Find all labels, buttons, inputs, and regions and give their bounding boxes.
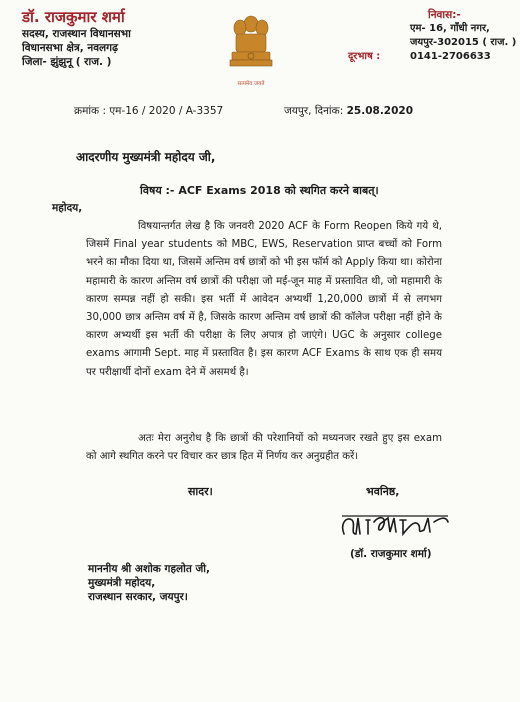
place-date-label: जयपुर, दिनांक:	[284, 105, 344, 117]
signature-icon	[336, 510, 454, 544]
reference-number: क्रमांक : एम-16 / 2020 / A-3357	[74, 105, 224, 117]
lion-capital-icon	[226, 12, 276, 74]
body-paragraph-1: विषयान्तर्गत लेख है कि जनवरी 2020 ACF के Form Reopen किये गये थे, जिसमें Final year students को MBC, EWS, Reservation प्राप्त बच्चों को Form भरने का मौका दिया था, जिसमें अन्तिम वर्ष छात्रों को भी इस फॉर्म को Apply किया था। कोरोना महामारी के कारण अन्तिम वर्ष छात्रों की परीक्षा जो मई-जून माह में प्रस्तावित थी, जो महामारी के कारण सम्पन्न नहीं हो सकी। इस भर्ती में आवेदन अभ्यर्थी 1,20,000 छात्रों में से लगभग 30,000 छात्र अन्तिम वर्ष में है, जिसके कारण अन्तिम वर्ष छात्रों की कॉलेज परीक्षा नहीं होने के कारण अभ्यर्थी इस भर्ती की परीक्षा के लिए अपात्र हो जाएंगे। UGC के अनुसार college exams आगामी Sept. माह में प्रस्तावित है। इस कारण ACF Exams के साथ एक ही समय पर परीक्षार्थी दोनों exam देने में असमर्थ है।	[86, 221, 442, 378]
emblem-motto: सत्यमेव जयते	[237, 81, 265, 87]
state-emblem	[226, 12, 276, 87]
closing-sadar: सादर।	[188, 485, 213, 498]
sender-designation: सदस्य, राजस्थान विधानसभा	[22, 28, 131, 40]
address-line-1: एम- 16, गाँधी नगर,	[410, 23, 490, 34]
recipient-line-3: राजस्थान सरकार, जयपुर।	[88, 591, 188, 603]
recipient-line-2: मुख्यमंत्री महोदय,	[88, 577, 156, 589]
greeting: महोदय,	[52, 202, 83, 214]
phone-row	[348, 50, 498, 64]
phone-label: दूरभाष :	[348, 51, 381, 62]
address-line-2: जयपुर-302015 ( राज. )	[410, 37, 517, 48]
salutation: आदरणीय मुख्यमंत्री महोदय जी,	[76, 150, 216, 164]
subject-line: विषय :- ACF Exams 2018 को स्थगित करने बाबत्।	[140, 184, 379, 197]
letterhead-left	[22, 8, 222, 69]
place-date	[284, 104, 413, 118]
letter-date: 25.08.2020	[346, 105, 414, 117]
residence-label: निवास:-	[428, 9, 461, 21]
sender-district: जिला- झुंझुनू ( राज. )	[22, 56, 112, 68]
closing-bhavnishth: भवनिष्ठ,	[366, 485, 400, 498]
phone-number: 0141-2706633	[410, 51, 491, 62]
letterhead-right	[348, 8, 517, 64]
sender-name: डॉ. राजकुमार शर्मा	[22, 8, 125, 26]
body-paragraph-2: अतः मेरा अनुरोध है कि छात्रों की परेशानियों को मध्यनजर रखते हुए इस exam को आगे स्थगित करने पर विचार कर छात्र हित में निर्णय कर अनुग्रहीत करें।	[86, 433, 442, 463]
signer-name: (डॉ. राजकुमार शर्मा)	[350, 548, 432, 560]
sender-constituency: विधानसभा क्षेत्र, नवलगढ़	[22, 42, 118, 54]
handwritten-signature	[336, 510, 454, 544]
recipient-line-1: माननीय श्री अशोक गहलोत जी,	[88, 563, 210, 575]
